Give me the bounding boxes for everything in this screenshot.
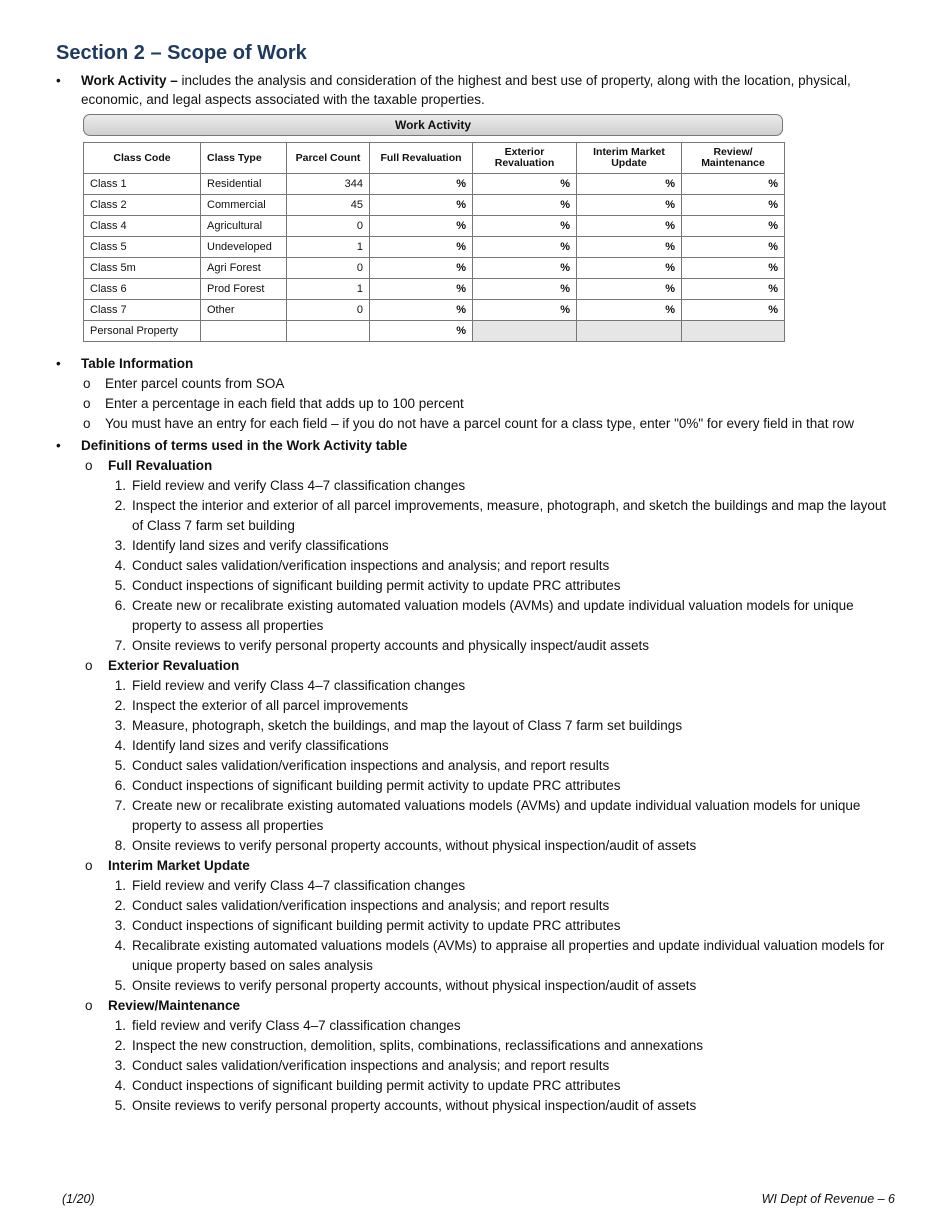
table-info-title: Table Information (81, 356, 194, 371)
cell-exterior-revaluation[interactable]: % (473, 258, 577, 279)
numbered-item: 5. Onsite reviews to verify personal property accounts, without physical inspection/audit of assets (56, 976, 896, 996)
header-parcel-count: Parcel Count (287, 143, 370, 174)
item-number: 6. (114, 778, 126, 793)
cell-class-type[interactable]: Prod Forest (201, 279, 287, 300)
item-number: 1. (114, 678, 126, 693)
definition-heading: o Review/Maintenance (56, 996, 896, 1016)
table-row (84, 279, 785, 300)
bullet-marker: • (56, 73, 61, 88)
numbered-item: 1. field review and verify Class 4–7 classification changes (56, 1016, 896, 1036)
cell-review-maintenance[interactable]: % (682, 237, 785, 258)
cell-full-revaluation[interactable]: % (370, 195, 473, 216)
cell-review-maintenance[interactable]: % (682, 195, 785, 216)
table-row (84, 258, 785, 279)
work-activity-table (83, 142, 785, 342)
numbered-item: 3. Identify land sizes and verify classifications (56, 536, 896, 556)
table-row (84, 300, 785, 321)
cell-class-type[interactable]: Undeveloped (201, 237, 287, 258)
cell-class-type[interactable]: Commercial (201, 195, 287, 216)
cell-parcel-count[interactable]: 0 (287, 216, 370, 237)
cell-class-code[interactable]: Personal Property (84, 321, 201, 342)
numbered-item: 2. Inspect the exterior of all parcel improvements (56, 696, 896, 716)
numbered-item: 8. Onsite reviews to verify personal property accounts, without physical inspection/audit of assets (56, 836, 896, 856)
cell-interim-market-update[interactable]: % (577, 216, 682, 237)
cell-interim-market-update[interactable]: % (577, 174, 682, 195)
cell-exterior-revaluation[interactable]: % (473, 279, 577, 300)
circle-bullet-icon: o (83, 376, 91, 391)
cell-class-code[interactable]: Class 1 (84, 174, 201, 195)
header-interim-market-update: Interim Market Update (577, 143, 682, 174)
cell-exterior-revaluation[interactable] (473, 321, 577, 342)
item-number: 2. (114, 1038, 126, 1053)
cell-full-revaluation[interactable]: % (370, 216, 473, 237)
numbered-item: 1. Field review and verify Class 4–7 classification changes (56, 676, 896, 696)
table-row (84, 237, 785, 258)
cell-review-maintenance[interactable]: % (682, 279, 785, 300)
item-number: 4. (114, 938, 126, 953)
cell-full-revaluation[interactable]: % (370, 174, 473, 195)
cell-interim-market-update[interactable]: % (577, 195, 682, 216)
cell-exterior-revaluation[interactable]: % (473, 300, 577, 321)
cell-review-maintenance[interactable]: % (682, 300, 785, 321)
cell-class-type[interactable]: Agricultural (201, 216, 287, 237)
table-row (84, 216, 785, 237)
numbered-item: 1. Field review and verify Class 4–7 classification changes (56, 476, 896, 496)
cell-class-type[interactable]: Other (201, 300, 287, 321)
item-number: 3. (114, 718, 126, 733)
circle-bullet-icon: o (85, 458, 93, 473)
cell-class-type[interactable]: Residential (201, 174, 287, 195)
item-number: 4. (114, 1078, 126, 1093)
item-number: 5. (114, 978, 126, 993)
numbered-item: 3. Conduct sales validation/verification inspections and analysis; and report results (56, 1056, 896, 1076)
work-activity-title: Work Activity (83, 114, 783, 136)
item-number: 4. (114, 558, 126, 573)
cell-parcel-count[interactable]: 344 (287, 174, 370, 195)
cell-review-maintenance[interactable] (682, 321, 785, 342)
circle-bullet-icon: o (85, 658, 93, 673)
definitions-title: Definitions of terms used in the Work Activity table (81, 438, 408, 453)
circle-bullet-icon: o (85, 998, 93, 1013)
bullet-marker: • (56, 356, 61, 371)
cell-parcel-count[interactable]: 45 (287, 195, 370, 216)
table-row (84, 195, 785, 216)
list-item: o Enter parcel counts from SOA (56, 374, 896, 394)
numbered-item: 5. Onsite reviews to verify personal property accounts, without physical inspection/audit of assets (56, 1096, 896, 1116)
cell-exterior-revaluation[interactable]: % (473, 216, 577, 237)
cell-full-revaluation[interactable]: % (370, 321, 473, 342)
cell-class-type[interactable]: Agri Forest (201, 258, 287, 279)
item-number: 8. (114, 838, 126, 853)
intro-lead: Work Activity – (81, 73, 178, 88)
footer-department: WI Dept of Revenue – 6 (761, 1192, 895, 1206)
item-number: 5. (114, 758, 126, 773)
numbered-item: 2. Inspect the interior and exterior of all parcel improvements, measure, photograph, and sketch the buildings and map the layout of Class 7 farm set building (56, 496, 896, 536)
cell-review-maintenance[interactable]: % (682, 258, 785, 279)
definition-heading: o Interim Market Update (56, 856, 896, 876)
item-number: 2. (114, 498, 126, 513)
numbered-item: 2. Inspect the new construction, demolition, splits, combinations, reclassifications and annexations (56, 1036, 896, 1056)
cell-interim-market-update[interactable] (577, 321, 682, 342)
footer-page-code: (1/20) (62, 1192, 95, 1206)
cell-class-code[interactable]: Class 6 (84, 279, 201, 300)
table-header-row (84, 143, 785, 174)
cell-full-revaluation[interactable]: % (370, 258, 473, 279)
cell-class-code[interactable]: Class 7 (84, 300, 201, 321)
cell-parcel-count[interactable]: 0 (287, 300, 370, 321)
work-activity-intro (56, 71, 876, 109)
numbered-item: 3. Conduct inspections of significant building permit activity to update PRC attributes (56, 916, 896, 936)
item-number: 6. (114, 598, 126, 613)
cell-interim-market-update[interactable]: % (577, 258, 682, 279)
definition-heading: o Exterior Revaluation (56, 656, 896, 676)
circle-bullet-icon: o (83, 416, 91, 431)
item-number: 1. (114, 1018, 126, 1033)
cell-full-revaluation[interactable]: % (370, 279, 473, 300)
cell-class-code[interactable]: Class 5m (84, 258, 201, 279)
cell-class-code[interactable]: Class 5 (84, 237, 201, 258)
cell-review-maintenance[interactable]: % (682, 174, 785, 195)
cell-interim-market-update[interactable]: % (577, 300, 682, 321)
numbered-item: 6. Create new or recalibrate existing automated valuation models (AVMs) and update individual valuation models for unique property to assess all properties (56, 596, 896, 636)
cell-exterior-revaluation[interactable]: % (473, 195, 577, 216)
cell-full-revaluation[interactable]: % (370, 300, 473, 321)
cell-class-code[interactable]: Class 2 (84, 195, 201, 216)
item-number: 2. (114, 698, 126, 713)
numbered-item: 1. Field review and verify Class 4–7 classification changes (56, 876, 896, 896)
definition-heading: o Full Revaluation (56, 456, 896, 476)
section-title: Section 2 – Scope of Work (56, 42, 307, 64)
cell-class-code[interactable]: Class 4 (84, 216, 201, 237)
numbered-item: 4. Conduct sales validation/verification inspections and analysis; and report results (56, 556, 896, 576)
table-row (84, 174, 785, 195)
numbered-item: 6. Conduct inspections of significant building permit activity to update PRC attributes (56, 776, 896, 796)
circle-bullet-icon: o (83, 396, 91, 411)
item-number: 1. (114, 878, 126, 893)
header-exterior-revaluation: Exterior Revaluation (473, 143, 577, 174)
cell-interim-market-update[interactable]: % (577, 237, 682, 258)
cell-exterior-revaluation[interactable]: % (473, 174, 577, 195)
item-number: 1. (114, 478, 126, 493)
numbered-item: 4. Identify land sizes and verify classifications (56, 736, 896, 756)
cell-interim-market-update[interactable]: % (577, 279, 682, 300)
item-number: 3. (114, 918, 126, 933)
numbered-item: 2. Conduct sales validation/verification inspections and analysis; and report results (56, 896, 896, 916)
numbered-item: 7. Create new or recalibrate existing automated valuations models (AVMs) and update individual valuation models for unique property to assess all properties (56, 796, 896, 836)
item-number: 5. (114, 578, 126, 593)
header-class-type: Class Type (201, 143, 287, 174)
item-number: 7. (114, 638, 126, 653)
item-number: 3. (114, 1058, 126, 1073)
numbered-item: 4. Conduct inspections of significant building permit activity to update PRC attributes (56, 1076, 896, 1096)
item-number: 2. (114, 898, 126, 913)
item-number: 5. (114, 1098, 126, 1113)
numbered-item: 5. Conduct sales validation/verification inspections and analysis, and report results (56, 756, 896, 776)
cell-exterior-revaluation[interactable]: % (473, 237, 577, 258)
table-row (84, 321, 785, 342)
numbered-item: 4. Recalibrate existing automated valuations models (AVMs) to appraise all properties and update individual valuation models for unique property based on sales analysis (56, 936, 896, 976)
header-review-maintenance: Review/ Maintenance (682, 143, 785, 174)
circle-bullet-icon: o (85, 858, 93, 873)
numbered-item: 3. Measure, photograph, sketch the buildings, and map the layout of Class 7 farm set buildings (56, 716, 896, 736)
header-class-code: Class Code (84, 143, 201, 174)
cell-review-maintenance[interactable]: % (682, 216, 785, 237)
list-item: o You must have an entry for each field – if you do not have a parcel count for a class type, enter "0%" for every field in that row (56, 414, 896, 434)
item-number: 4. (114, 738, 126, 753)
table-information-section (56, 354, 896, 1116)
item-number: 7. (114, 798, 126, 813)
cell-parcel-count[interactable]: 1 (287, 279, 370, 300)
cell-full-revaluation[interactable]: % (370, 237, 473, 258)
cell-parcel-count[interactable] (287, 321, 370, 342)
header-full-revaluation: Full Revaluation (370, 143, 473, 174)
numbered-item: 7. Onsite reviews to verify personal property accounts and physically inspect/audit assets (56, 636, 896, 656)
intro-text: includes the analysis and consideration of the highest and best use of property, along with the location, physical, economic, and legal aspects associated with the taxable properties. (81, 73, 851, 107)
cell-parcel-count[interactable]: 1 (287, 237, 370, 258)
list-item: o Enter a percentage in each field that adds up to 100 percent (56, 394, 896, 414)
cell-parcel-count[interactable]: 0 (287, 258, 370, 279)
item-number: 3. (114, 538, 126, 553)
bullet-marker: • (56, 438, 61, 453)
cell-class-type[interactable] (201, 321, 287, 342)
numbered-item: 5. Conduct inspections of significant building permit activity to update PRC attributes (56, 576, 896, 596)
